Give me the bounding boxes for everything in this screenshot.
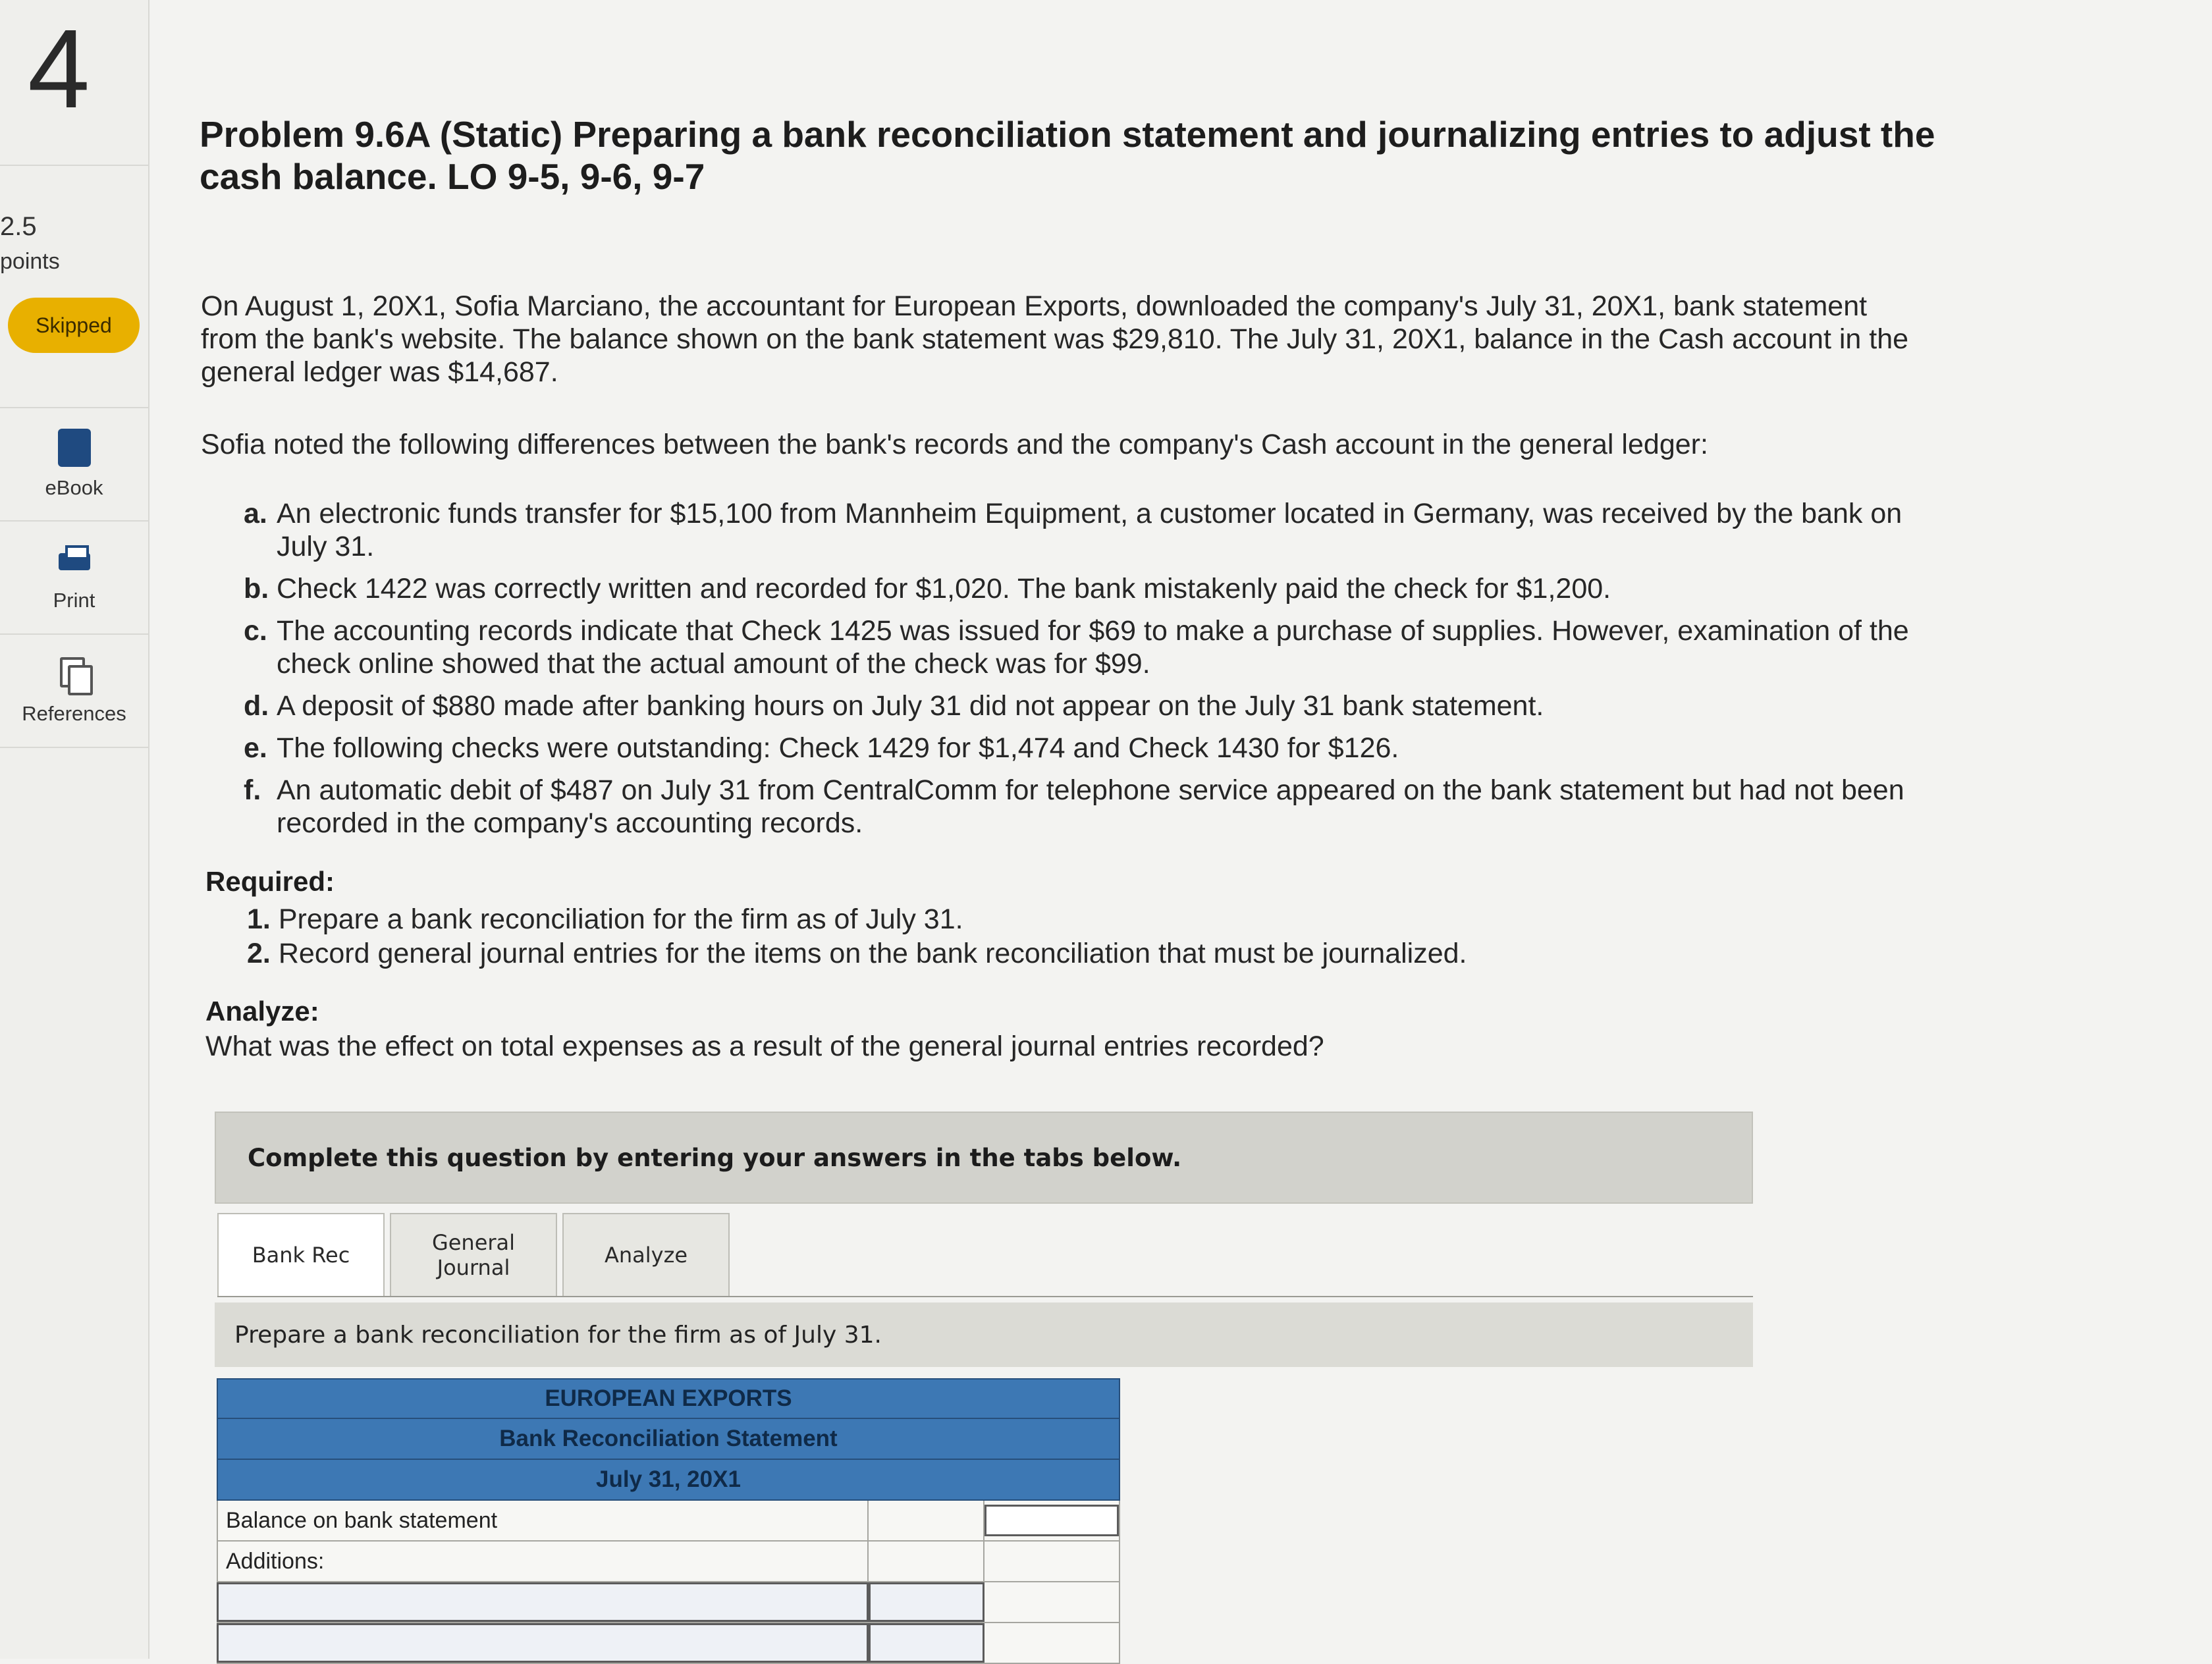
total-cell bbox=[985, 1623, 1120, 1663]
list-item: 2. Record general journal entries for the items on the bank reconciliation that must be journalized. bbox=[247, 938, 1467, 969]
addition-amount-input[interactable] bbox=[869, 1623, 985, 1663]
addition-amount-input[interactable] bbox=[869, 1582, 985, 1622]
instructions-banner: Complete this question by entering your answers in the tabs below. bbox=[215, 1112, 1753, 1204]
analyze-heading: Analyze: bbox=[205, 996, 319, 1027]
printer-icon bbox=[56, 543, 93, 579]
required-list bbox=[247, 902, 1467, 971]
table-row bbox=[217, 1501, 1120, 1542]
book-icon bbox=[58, 429, 91, 467]
points-label: points bbox=[0, 249, 60, 274]
question-number: 4 bbox=[28, 7, 90, 132]
list-item: 1. Prepare a bank reconciliation for the firm as of July 31. bbox=[247, 903, 963, 935]
copy-icon bbox=[56, 656, 93, 693]
statement-date: July 31, 20X1 bbox=[217, 1460, 1120, 1501]
rail-divider bbox=[0, 165, 148, 166]
problem-title: Problem 9.6A (Static) Preparing a bank reconciliation statement and journalizing entries to adjust the cash balance. LO 9-5, 9-6, 9-7 bbox=[200, 114, 1935, 197]
statement-title: Bank Reconciliation Statement bbox=[217, 1419, 1120, 1460]
row-label: Balance on bank statement bbox=[217, 1501, 869, 1540]
amount-cell bbox=[869, 1542, 985, 1581]
print-label: Print bbox=[53, 589, 95, 612]
list-item: b. Check 1422 was correctly written and recorded for $1,020. The bank mistakenly paid the check for $1,200. bbox=[244, 573, 1611, 604]
status-badge: Skipped bbox=[8, 298, 140, 353]
company-name: EUROPEAN EXPORTS bbox=[217, 1378, 1120, 1419]
table-row bbox=[217, 1623, 1120, 1664]
ebook-label: eBook bbox=[45, 476, 103, 499]
ebook-button[interactable] bbox=[0, 407, 148, 520]
addition-description-input[interactable] bbox=[217, 1623, 869, 1663]
total-cell bbox=[985, 1501, 1120, 1540]
analyze-question: What was the effect on total expenses as a result of the general journal entries recorded? bbox=[205, 1031, 1324, 1062]
references-button[interactable] bbox=[0, 633, 148, 748]
bank-reconciliation-table bbox=[217, 1378, 1120, 1664]
total-cell bbox=[985, 1542, 1120, 1581]
bank-balance-input[interactable] bbox=[985, 1505, 1119, 1536]
table-row bbox=[217, 1542, 1120, 1582]
total-cell bbox=[985, 1582, 1120, 1622]
list-item: e. The following checks were outstanding: Check 1429 for $1,474 and Check 1430 for $126. bbox=[244, 732, 1399, 764]
differences-lead: Sofia noted the following differences between the bank's records and the company's Cash account in the general ledger: bbox=[201, 429, 1708, 460]
tab-analyze[interactable]: Analyze bbox=[562, 1213, 730, 1297]
list-item: c. The accounting records indicate that Check 1425 was issued for $69 to make a purchase of supplies. However, examination of the check online showed that the actual amount of the check was for $99. bbox=[244, 615, 1909, 680]
tab-bank-rec[interactable]: Bank Rec bbox=[217, 1213, 385, 1297]
addition-description-input[interactable] bbox=[217, 1582, 869, 1622]
list-item: a. An electronic funds transfer for $15,100 from Mannheim Equipment, a customer located in Germany, was received by the bank on July 31. bbox=[244, 498, 1902, 562]
differences-list bbox=[244, 497, 1929, 849]
list-item: f. An automatic debit of $487 on July 31 from CentralComm for telephone service appeared on the bank statement but had not been recorded in the company's accounting records. bbox=[244, 774, 1904, 839]
tab-general-journal[interactable]: General Journal bbox=[390, 1213, 557, 1297]
references-label: References bbox=[22, 702, 126, 725]
tab-divider bbox=[217, 1296, 1753, 1297]
answer-tabs bbox=[217, 1213, 730, 1297]
tab-prompt: Prepare a bank reconciliation for the firm as of July 31. bbox=[215, 1302, 1753, 1367]
row-label: Additions: bbox=[217, 1542, 869, 1581]
table-row bbox=[217, 1582, 1120, 1623]
amount-cell bbox=[869, 1501, 985, 1540]
required-heading: Required: bbox=[205, 866, 335, 897]
problem-intro: On August 1, 20X1, Sofia Marciano, the accountant for European Exports, downloaded the company's July 31, 20X1, bank statement from the bank's website. The balance shown on the bank statement was $29,810. The July 31, 20X1, balance in the Cash account in the general ledger was $14,687. bbox=[201, 290, 1909, 388]
points-value: 2.5 bbox=[0, 212, 37, 241]
list-item: d. A deposit of $880 made after banking hours on July 31 did not appear on the July 31 bank statement. bbox=[244, 690, 1544, 722]
question-rail bbox=[0, 0, 149, 1659]
print-button[interactable] bbox=[0, 520, 148, 633]
